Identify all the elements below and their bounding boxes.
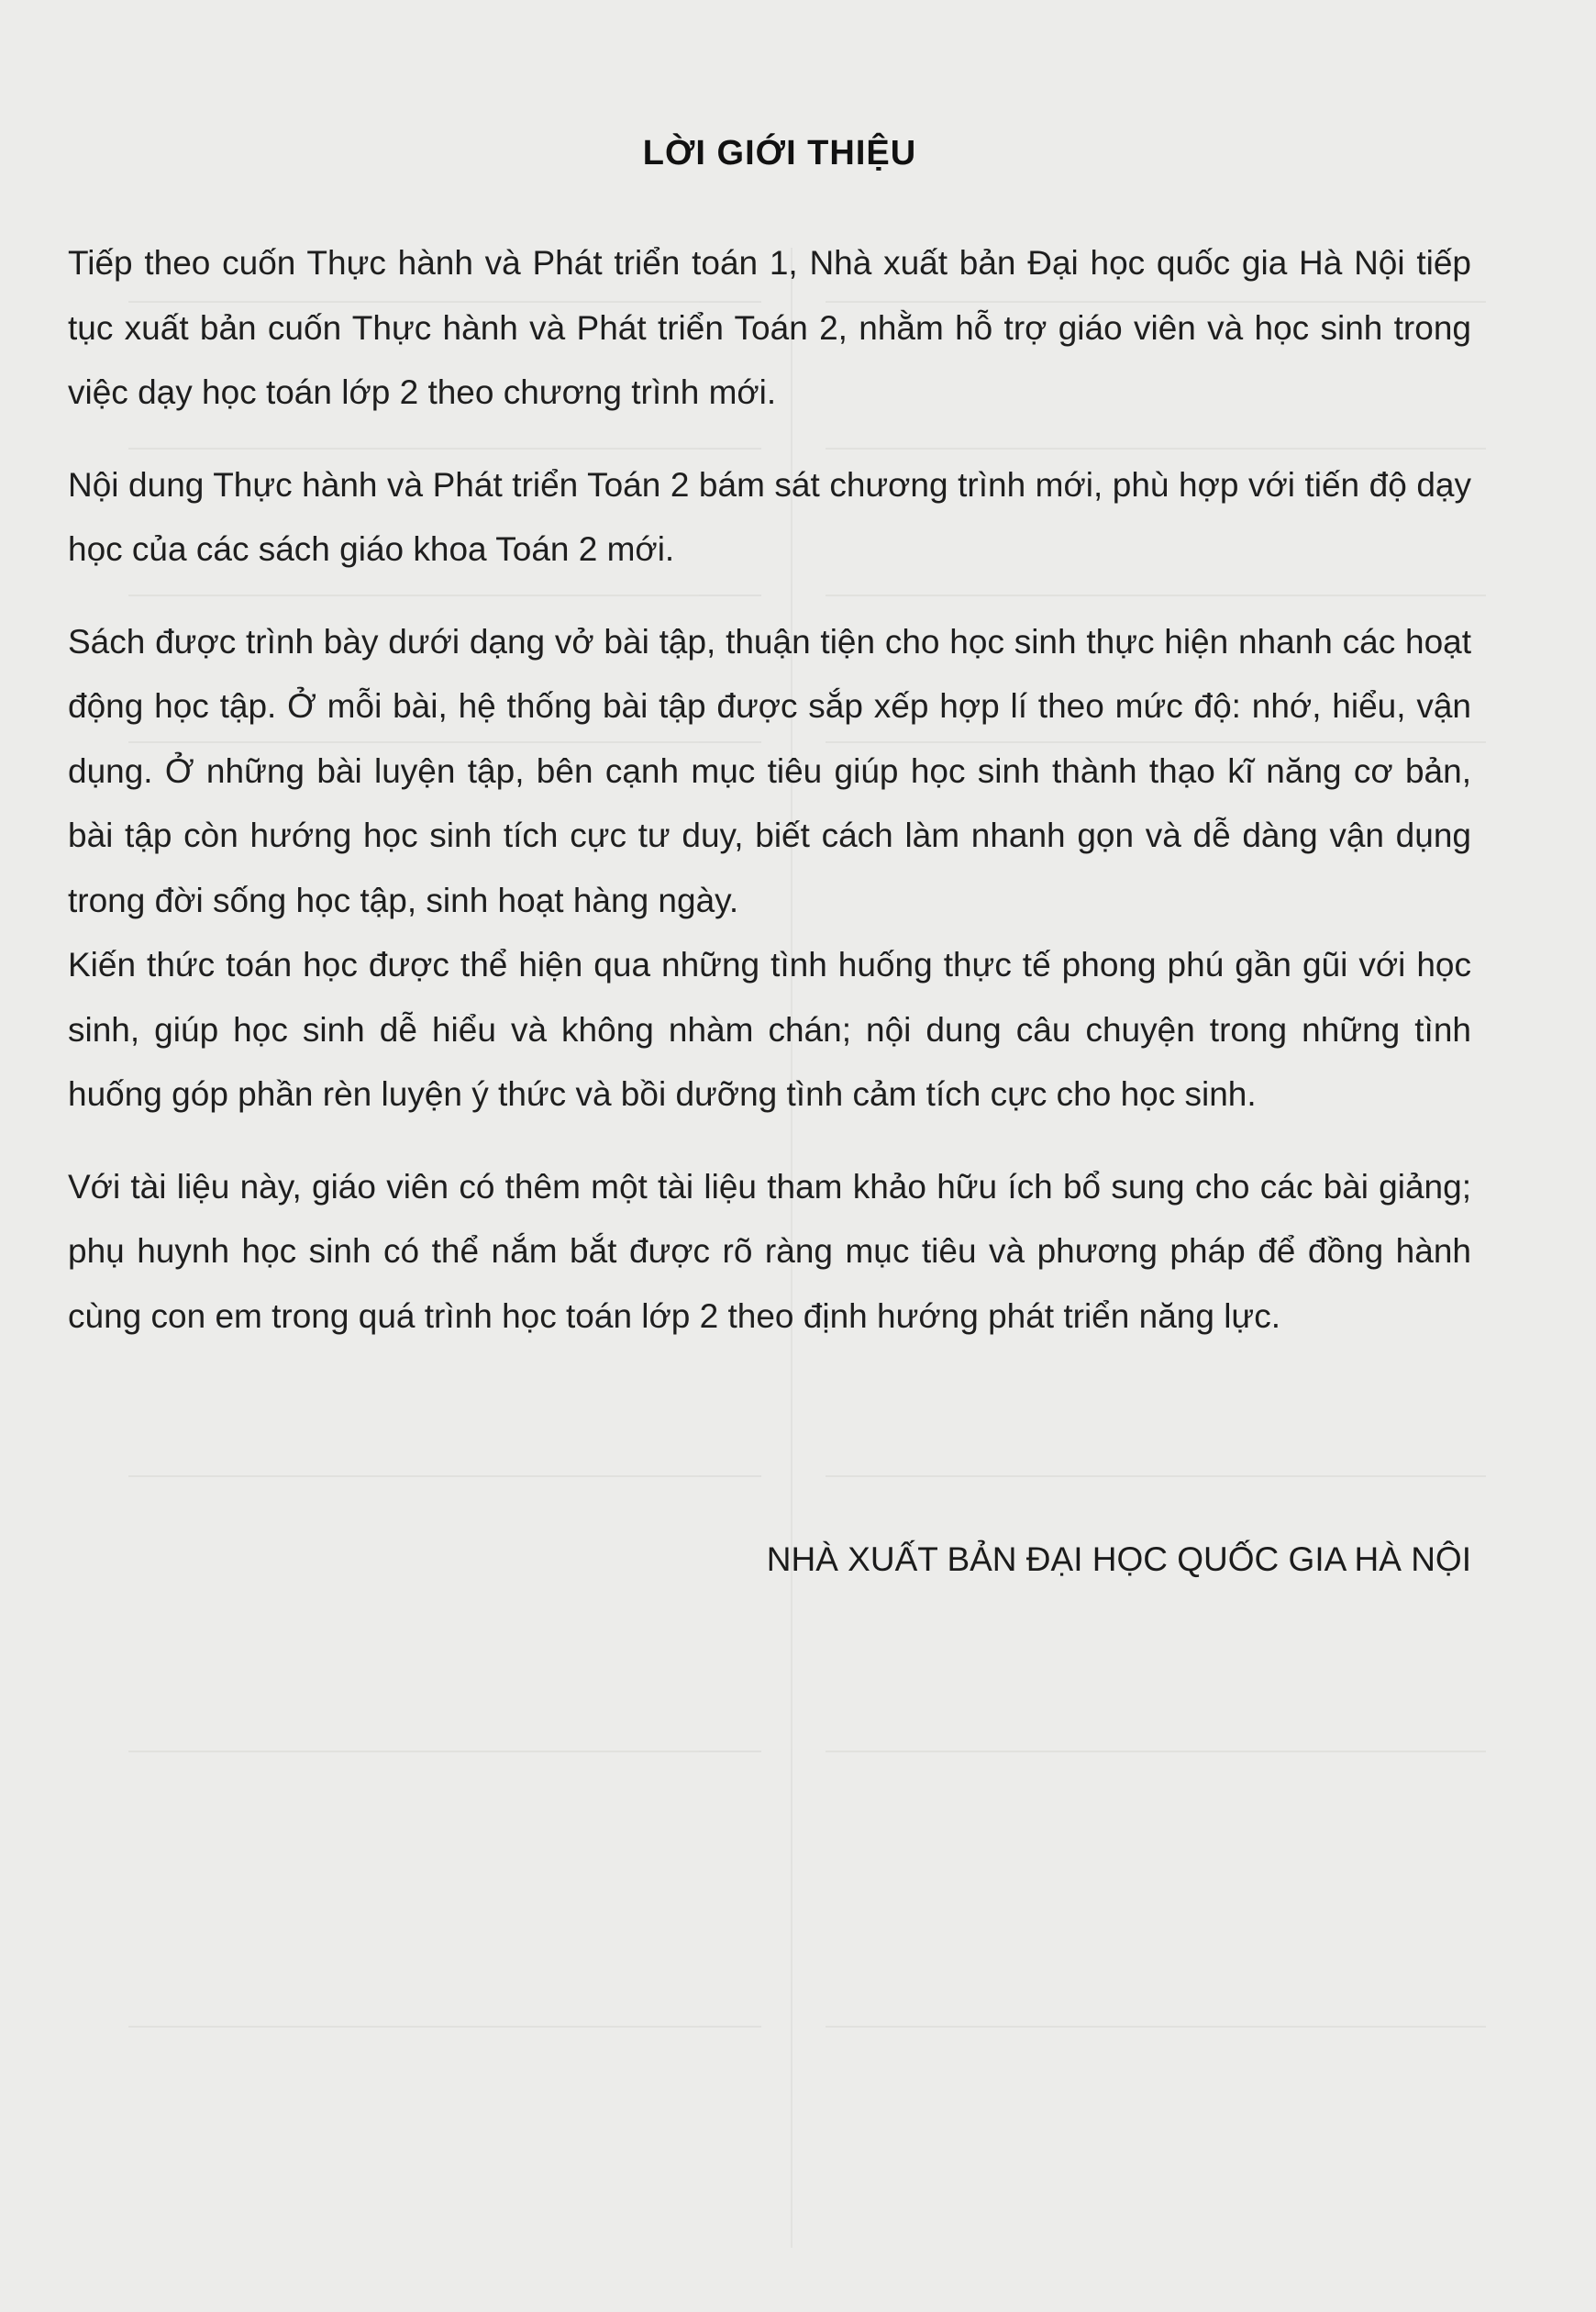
bleed-through-line	[826, 1450, 1486, 1477]
bleed-through-line	[128, 2000, 761, 2028]
bleed-through-line	[128, 1725, 761, 1752]
paragraph-structure: Sách được trình bày dưới dạng vở bài tập, thuận tiện cho học sinh thực hiện nhanh các hoạt động học tập. Ở mỗi bài, hệ thống bài tập được sắp xếp hợp lí theo mức độ: nhớ, hiểu, vận dụng. Ở những bài luyện tập, bên cạnh mục tiêu giúp học sinh thành thạo kĩ năng cơ bản, bài tập còn hướng học sinh tích cực tư duy, biết cách làm nhanh gọn và dễ dàng vận dụng trong đời sống học tập, sinh hoạt hàng ngày.	[68, 622, 1471, 919]
bleed-through-line	[128, 1450, 761, 1477]
page-title: LỜI GIỚI THIỆU	[642, 134, 917, 172]
bleed-through-line	[826, 1725, 1486, 1752]
publisher-signature: NHÀ XUẤT BẢN ĐẠI HỌC QUỐC GIA HÀ NỘI	[766, 1540, 1471, 1578]
paragraph-introduction: Tiếp theo cuốn Thực hành và Phát triển toán 1, Nhà xuất bản Đại học quốc gia Hà Nội tiếp tục xuất bản cuốn Thực hành và Phát triển Toán 2, nhằm hỗ trợ giáo viên và học sinh trong việc dạy học toán lớp 2 theo chương trình mới.	[68, 244, 1471, 411]
paragraph-audience: Với tài liệu này, giáo viên có thêm một tài liệu tham khảo hữu ích bổ sung cho các bài giảng; phụ huynh học sinh có thể nắm bắt được rõ ràng mục tiêu và phương pháp để đồng hành cùng con em trong quá trình học toán lớp 2 theo định hướng phát triển năng lực.	[68, 1167, 1471, 1335]
bleed-through-line	[826, 2000, 1486, 2028]
paragraph-knowledge: Kiến thức toán học được thể hiện qua những tình huống thực tế phong phú gần gũi với học sinh, giúp học sinh dễ hiểu và không nhàm chán; nội dung câu chuyện trong những tình huống góp phần rèn luyện ý thức và bồi dưỡng tình cảm tích cực cho học sinh.	[68, 946, 1471, 1113]
body-text	[68, 231, 1471, 1376]
paragraph-content: Nội dung Thực hành và Phát triển Toán 2 bám sát chương trình mới, phù hợp với tiến độ dạy học của các sách giáo khoa Toán 2 mới.	[68, 465, 1471, 568]
